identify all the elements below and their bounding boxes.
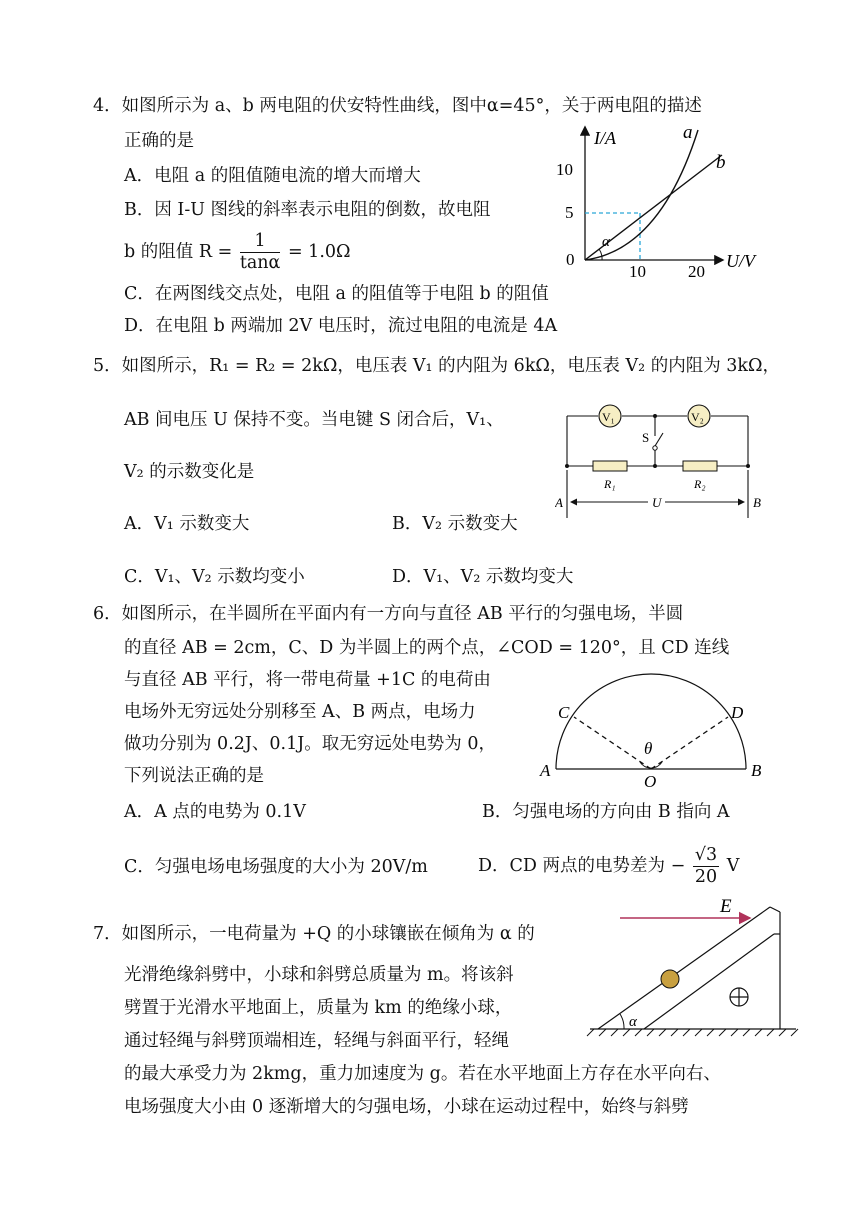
theta-label: θ (644, 739, 653, 758)
q6-semicircle-figure (536, 670, 770, 788)
q7-stem-line6: 电场强度大小由 0 逐渐增大的匀强电场，小球在运动过程中，始终与斜劈 (124, 1097, 689, 1117)
q6-stem-line6: 下列说法正确的是 (124, 766, 264, 786)
q4-b-denominator: tanα (239, 253, 281, 273)
point-b-label: B (751, 761, 762, 780)
q4-option-c: C．在两图线交点处，电阻 a 的阻值等于电阻 b 的阻值 (124, 284, 549, 304)
y-tick-10: 10 (556, 160, 573, 179)
angle-arc (640, 762, 662, 768)
field-label-e: E (720, 896, 732, 917)
q7-stem-line4: 通过轻绳与斜劈顶端相连，轻绳与斜面平行，轻绳 (124, 1031, 509, 1051)
q6-option-a: A．A 点的电势为 0.1V (124, 802, 306, 822)
q7-stem-line3: 劈置于光滑水平地面上，质量为 km 的绝缘小球， (124, 998, 513, 1018)
terminal-a-label: A (555, 495, 563, 510)
q6-d-suffix: V (726, 856, 740, 876)
q5-option-b: B．V₂ 示数变大 (392, 514, 518, 534)
q6-d-denominator: 20 (694, 867, 718, 887)
q6-stem-line1: 6．如图所示，在半圆所在平面内有一方向与直径 AB 平行的匀强电场，半圆 (93, 604, 684, 624)
u-label: U (652, 495, 662, 510)
point-o-label: O (644, 772, 657, 788)
ground-hatching (587, 1029, 798, 1036)
q7-incline-figure (584, 890, 804, 1038)
q6-stem-line2: 的直径 AB = 2cm，C、D 为半圆上的两个点，∠COD = 120°，且 CD 连线 (124, 638, 730, 658)
resistor-r2 (683, 461, 717, 471)
x-tick-10: 10 (629, 262, 646, 280)
radius-od (651, 717, 728, 769)
x-axis-label: U/V (726, 251, 755, 271)
q7-stem-line2: 光滑绝缘斜劈中，小球和斜劈总质量为 m。将该斜 (124, 965, 514, 985)
q6-stem-line3: 与直径 AB 平行，将一带电荷量 +1C 的电荷由 (124, 670, 491, 690)
q6-d-numerator: √3 (694, 845, 718, 865)
q5-option-d: D．V₁、V₂ 示数均变大 (392, 567, 574, 587)
q4-stem-line1: 4．如图所示为 a、b 两电阻的伏安特性曲线，图中α=45°，关于两电阻的描述 (93, 96, 702, 116)
switch-label: S (642, 430, 650, 445)
q5-stem-line3: V₂ 的示数变化是 (124, 462, 255, 482)
curve-b-label: b (716, 152, 726, 173)
q6-stem-line5: 做功分别为 0.2J、0.1J。取无穷远处电势为 0， (124, 734, 496, 754)
q4-stem-line2: 正确的是 (124, 131, 194, 151)
r1-label: R₁ (604, 477, 616, 491)
origin-label: 0 (566, 250, 575, 269)
curve-a-label: a (683, 122, 693, 143)
q5-option-a: A．V₁ 示数变大 (124, 514, 250, 534)
point-d-label: D (731, 703, 744, 722)
q4-iu-graph (550, 120, 770, 280)
point-c-label: C (558, 703, 570, 722)
incline-angle-arc (620, 1014, 624, 1029)
q5-option-c: C．V₁、V₂ 示数均变小 (124, 567, 305, 587)
q6-option-b: B．匀强电场的方向由 B 指向 A (482, 802, 730, 822)
q4-option-d: D．在电阻 b 两端加 2V 电压时，流过电阻的电流是 4A (124, 316, 558, 336)
q5-stem-line1: 5．如图所示，R₁ = R₂ = 2kΩ，电压表 V₁ 的内阻为 6kΩ，电压表 V₂ 的内阻为 3kΩ， (93, 356, 781, 376)
q5-circuit (555, 400, 770, 520)
q6-option-c: C．匀强电场电场强度的大小为 20V/m (124, 857, 428, 877)
r2-label: R₂ (694, 477, 706, 491)
incline-angle-label: α (629, 1014, 637, 1030)
q4-b-fraction (240, 231, 281, 274)
v1-label: V₁ (602, 410, 615, 424)
q6-stem-line4: 电场外无穷远处分别移至 A、B 两点，电场力 (124, 702, 476, 722)
y-axis-label: I/A (594, 128, 616, 148)
y-tick-5: 5 (565, 203, 574, 222)
radius-oc (574, 717, 651, 769)
q7-stem-line5: 的最大承受力为 2kmg，重力加速度为 g。若在水平地面上方存在水平向右、 (124, 1064, 721, 1084)
q6-option-d (478, 845, 739, 888)
resistor-r1 (593, 461, 627, 471)
q6-d-prefix: D．CD 两点的电势差为 − (478, 856, 686, 876)
q7-stem-line1: 7．如图所示，一电荷量为 +Q 的小球镶嵌在倾角为 α 的 (93, 924, 535, 944)
q4-option-b-line1: B．因 I-U 图线的斜率表示电阻的倒数，故电阻 (124, 200, 491, 220)
switch-contact (653, 446, 657, 450)
q4-option-a: A．电阻 a 的阻值随电流的增大而增大 (124, 166, 421, 186)
q5-stem-line2: AB 间电压 U 保持不变。当电键 S 闭合后，V₁、 (124, 410, 504, 430)
terminal-b-label: B (753, 495, 761, 510)
v2-label: V₂ (691, 410, 704, 424)
q4-b-numerator: 1 (240, 231, 281, 253)
q6-d-fraction (693, 845, 719, 888)
x-tick-20: 20 (688, 262, 705, 280)
q4-b-prefix: b 的阻值 R = (124, 242, 233, 262)
angle-arc (599, 249, 602, 260)
q4-b-suffix: = 1.0Ω (287, 242, 351, 262)
q4-option-b-line2 (124, 231, 351, 274)
charged-ball (661, 970, 679, 988)
angle-label: α (602, 234, 610, 250)
point-a-label: A (540, 761, 551, 780)
